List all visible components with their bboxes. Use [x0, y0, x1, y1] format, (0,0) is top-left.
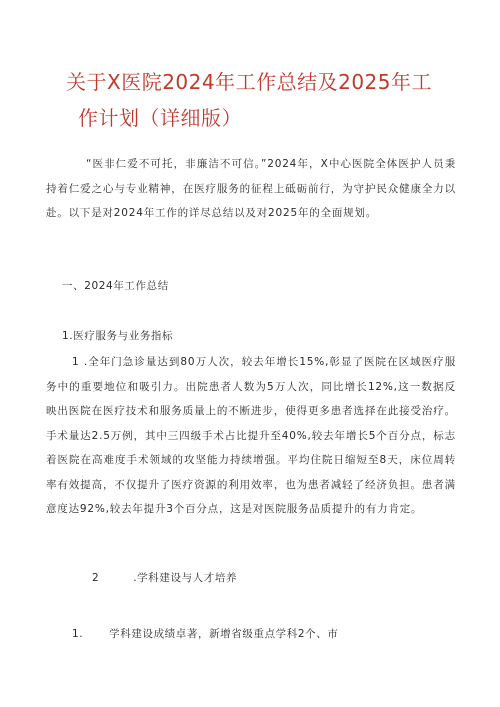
list-item [72, 626, 338, 641]
document-title [66, 64, 446, 136]
subsection-text: .学科建设与人才培养 [133, 572, 238, 584]
list-number: 1. [72, 628, 84, 640]
subsection-heading-2 [92, 570, 237, 585]
subsection-number: 2 [92, 572, 100, 584]
intro-paragraph: “医非仁爱不可托，非廉洁不可信。”2024年，X中心医院全体医护人员秉持着仁爱之心与专业精神，在医疗服务的征程上砥砺前行，为守护民众健康全力以赴。以下是对2024年工作的详尽总结以及对2025年的全面规划。 [46, 158, 456, 219]
body-paragraph: 1 .全年门急诊量达到80万人次，较去年增长15%,彰显了医院在区域医疗服务中的重要地位和吸引力。出院患者人数为5万人次，同比增长12%,这一数据反映出医院在医疗技术和服务质量上的不断进步，使得更多患者选择在此接受治疗。手术量达2.5万例，其中三四级手术占比提升至40%,较去年增长5个百分点，标志着医院在高难度手术领域的攻坚能力持续增强。平均住院日缩短至8天，床位周转率有效提高，不仅提升了医疗资源的利用效率，也为患者减轻了经济负担。患者满意度达92%,较去年提升3个百分点，这是对医院服务品质提升的有力肯定。 [46, 356, 456, 515]
title-line-2: 作计划（详细版） [78, 106, 242, 130]
title-line-1: 关于X医院2024年工作总结及2025年工 [66, 70, 432, 94]
subsection-heading: 1.医疗服务与业务指标 [62, 330, 174, 342]
list-text: 学科建设成绩卓著，新增省级重点学科2个、市 [109, 628, 339, 640]
section-heading: 一、2024年工作总结 [62, 280, 169, 292]
